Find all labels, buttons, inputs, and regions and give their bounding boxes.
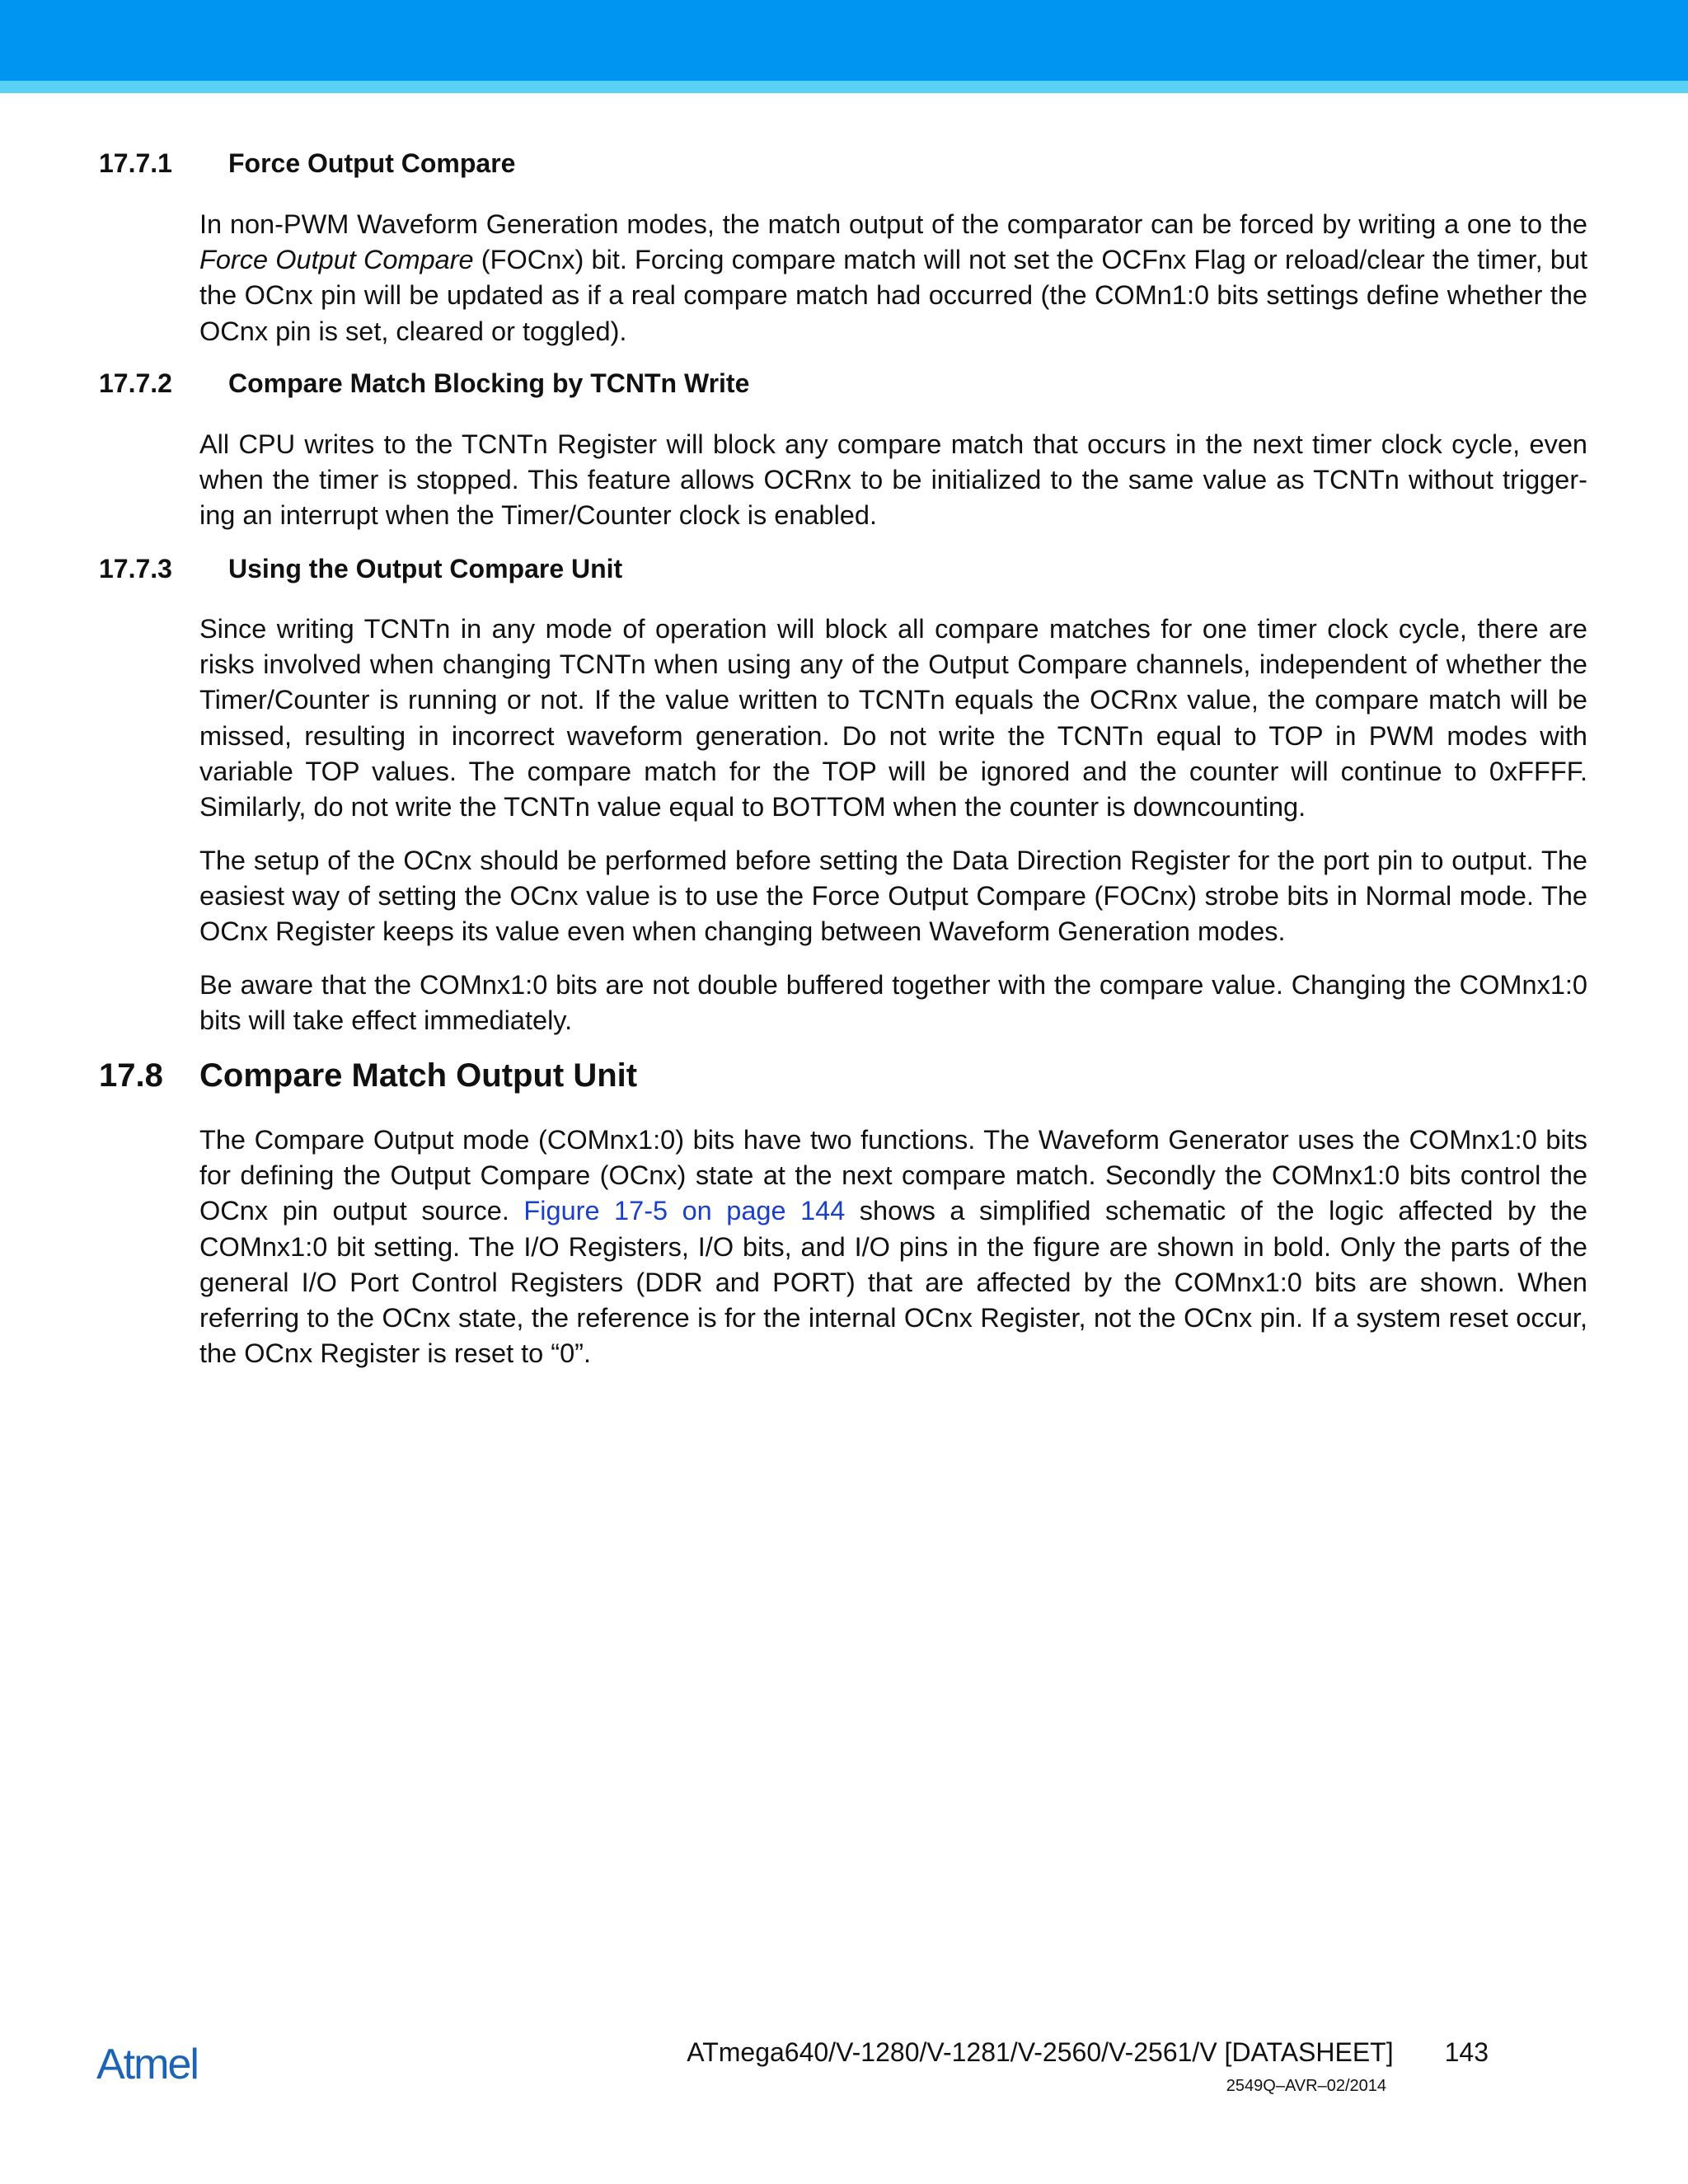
atmel-logo (96, 2039, 241, 2088)
paragraph-17-7-3-b: The setup of the OCnx should be performed before setting the Data Direction Register for the port pin to output. The easiest way of setting the OCnx value is to use the Force Output Compare (FOCnx) strobe bits in Normal mode. The OCnx Register keeps its value even when changing between Waveform Generation modes. (199, 846, 1587, 947)
figure-link[interactable]: Figure 17-5 on page 144 (523, 1196, 846, 1226)
section-number: 17.7.2 (99, 368, 172, 398)
logo-text: Atmel (96, 2041, 198, 2088)
paragraph-17-7-1 (199, 207, 1587, 349)
section-title: Using the Output Compare Unit (228, 554, 623, 583)
footer-document-id: 2549Q–AVR–02/2014 (1226, 2077, 1386, 2095)
header-band (0, 0, 1688, 81)
paragraph-text: In non-PWM Waveform Generation modes, the match output of the comparator can be forced by writing a one to the (199, 209, 1587, 239)
page-number: 143 (1444, 2037, 1489, 2067)
header-stripe (0, 81, 1688, 93)
emphasis-text: Force Output Compare (199, 245, 474, 275)
heading-17-7-3 (99, 552, 622, 585)
paragraph-text: The Compare Output mode (COMnx1:0) bits have two functions. The Waveform Generator uses the COMnx1:0 bits for defining the Output Compare (OCnx) state at the next compare match. Secondly the COMnx1:0 bits control the OCnx pin output source. (199, 1125, 1587, 1226)
paragraph-text: (FOCnx) bit. Forcing compare match will not set the OCFnx Flag or reload/clear the timer, but the OCnx pin will be updated as if a real compare match had occurred (the COMn1:0 bits settings define whether the OCnx pin is set, cleared or toggled). (199, 245, 1587, 346)
heading-17-7-2 (99, 367, 749, 400)
section-number: 17.8 (99, 1057, 163, 1094)
paragraph-17-8 (199, 1122, 1587, 1371)
section-title: Compare Match Blocking by TCNTn Write (228, 368, 750, 398)
paragraph-text: shows a simplified schematic of the logic affected by the COMnx1:0 bit setting. The I/O Registers, I/O bits, and I/O pins in the figure are shown in bold. Only the parts of the general I/O Port Control Registers (DDR and PORT) that are affected by the COMnx1:0 bits are shown. When referring to the OCnx state, the reference is for the internal OCnx Register, not the OCnx pin. If a system reset occur, the OCnx Register is reset to “0”. (199, 1196, 1587, 1369)
paragraph-17-7-3-c: Be aware that the COMnx1:0 bits are not double buffered together with the compare value. Changing the COMnx1:0 bits will take effect immediately. (199, 970, 1587, 1036)
paragraph-17-7-3-a: Since writing TCNTn in any mode of operation will block all compare matches for one timer clock cycle, there are risks involved when changing TCNTn when using any of the Output Compare channels, independent of whether the Timer/Counter is running or not. If the value written to TCNTn equals the OCRnx value, the compare match will be missed, resulting in incorrect waveform generation. Do not write the TCNTn equal to TOP in PWM modes with variable TOP values. The compare match for the TOP will be ignored and the counter will continue to 0xFFFF. Similarly, do not write the TCNTn value equal to BOTTOM when the counter is downcounting. (199, 614, 1587, 823)
section-number: 17.7.3 (99, 554, 172, 583)
paragraph-17-7-2: All CPU writes to the TCNTn Register will block any compare match that occurs in the next timer clock cycle, even when the timer is stopped. This feature allows OCRnx to be initialized to the same value as TCNTn without trigger-ing an interrupt when the Timer/Counter clock is enabled. (199, 429, 1587, 531)
section-number: 17.7.1 (99, 148, 172, 178)
section-title: Force Output Compare (228, 148, 516, 178)
section-title: Compare Match Output Unit (199, 1057, 638, 1094)
footer-document-title (687, 2036, 1489, 2069)
document-title: ATmega640/V-1280/V-1281/V-2560/V-2561/V [DATASHEET] (687, 2037, 1394, 2067)
heading-17-8 (99, 1056, 637, 1095)
heading-17-7-1 (99, 147, 515, 180)
